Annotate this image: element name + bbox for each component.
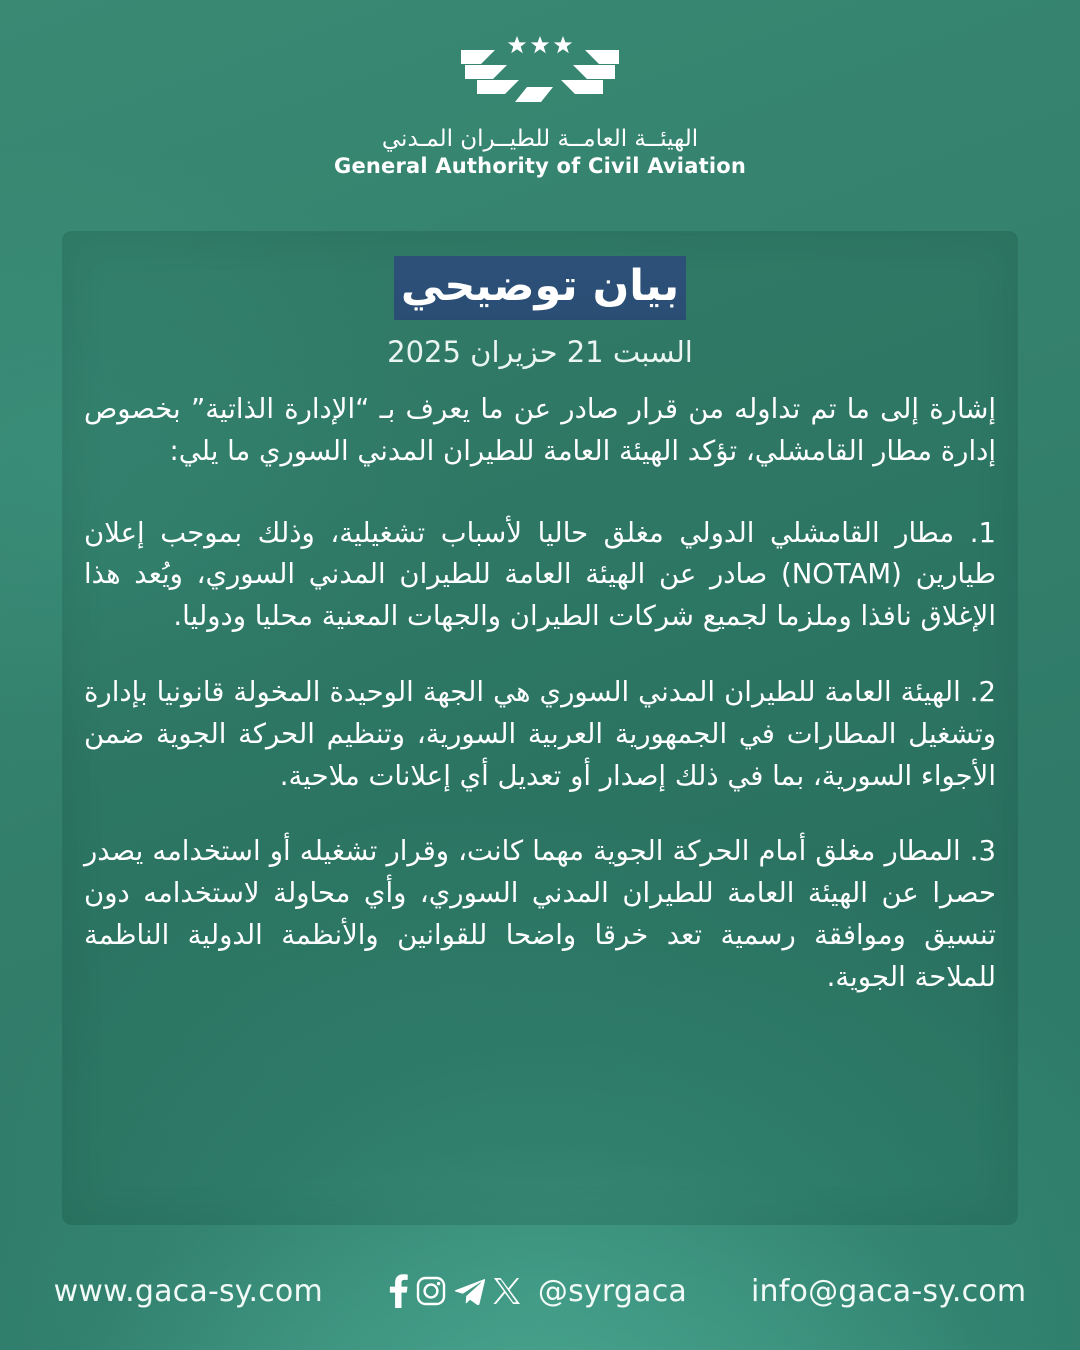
statement-point-2: 2. الهيئة العامة للطيران المدني السوري هي الجهة الوحيدة المخولة قانونيا بإدارة وتشغيل المطارات في الجمهورية العربية السورية، وتنظيم الحركة الجوية ضمن الأجواء السورية، بما في ذلك إصدار أو تعديل أي إعلانات ملاحية. [84, 675, 996, 792]
statement-date: السبت 21 حزيران 2025 [387, 335, 693, 369]
org-name-arabic: الهيئــة العامــة للطيــران المـدني [381, 126, 699, 152]
statement-point-1: 1. مطار القامشلي الدولي مغلق حاليا لأسباب تشغيلية، وذلك بموجب إعلان طيارين (NOTAM) صادر عن الهيئة العامة للطيران المدني السوري، ويُعد هذا الإغلاق نافذا وملزما لجميع شركات الطيران والجهات المعنية محليا ودوليا. [84, 516, 996, 633]
poster-header [0, 34, 1080, 178]
statement-point-3: 3. المطار مغلق أمام الحركة الجوية مهما كانت، وقرار تشغيله أو استخدامه يصدر حصرا عن الهيئة العامة للطيران المدني السوري، وأي محاولة لاستخدامه دون تنسيق وموافقة رسمية تعد خرقا واضحا للقوانين والأنظمة الدولية الناظمة للملاحة الجوية. [84, 835, 996, 993]
wings-three-stars-emblem-icon [455, 34, 625, 108]
poster-footer [0, 1264, 1080, 1318]
footer-email[interactable]: info@gaca-sy.com [751, 1273, 1027, 1309]
page-title: بيان توضيحي [400, 260, 680, 311]
social-icon-list [387, 1274, 520, 1308]
footer-website[interactable]: www.gaca-sy.com [53, 1273, 323, 1309]
facebook-icon[interactable] [387, 1274, 408, 1308]
telegram-icon[interactable] [454, 1277, 485, 1305]
statement-card [62, 231, 1018, 1225]
footer-social-handle[interactable]: @syrgaca [537, 1273, 688, 1309]
statement-title-banner [394, 256, 686, 320]
instagram-icon[interactable] [416, 1276, 446, 1306]
x-twitter-icon[interactable] [493, 1277, 520, 1305]
statement-intro-paragraph: إشارة إلى ما تم تداوله من قرار صادر عن ما يعرف بـ “الإدارة الذاتية” بخصوص إدارة مطار القامشلي، تؤكد الهيئة العامة للطيران المدني السوري ما يلي: [84, 393, 996, 467]
org-name-english: General Authority of Civil Aviation [334, 154, 746, 178]
footer-social-group [387, 1274, 687, 1309]
statement-body [84, 389, 996, 999]
